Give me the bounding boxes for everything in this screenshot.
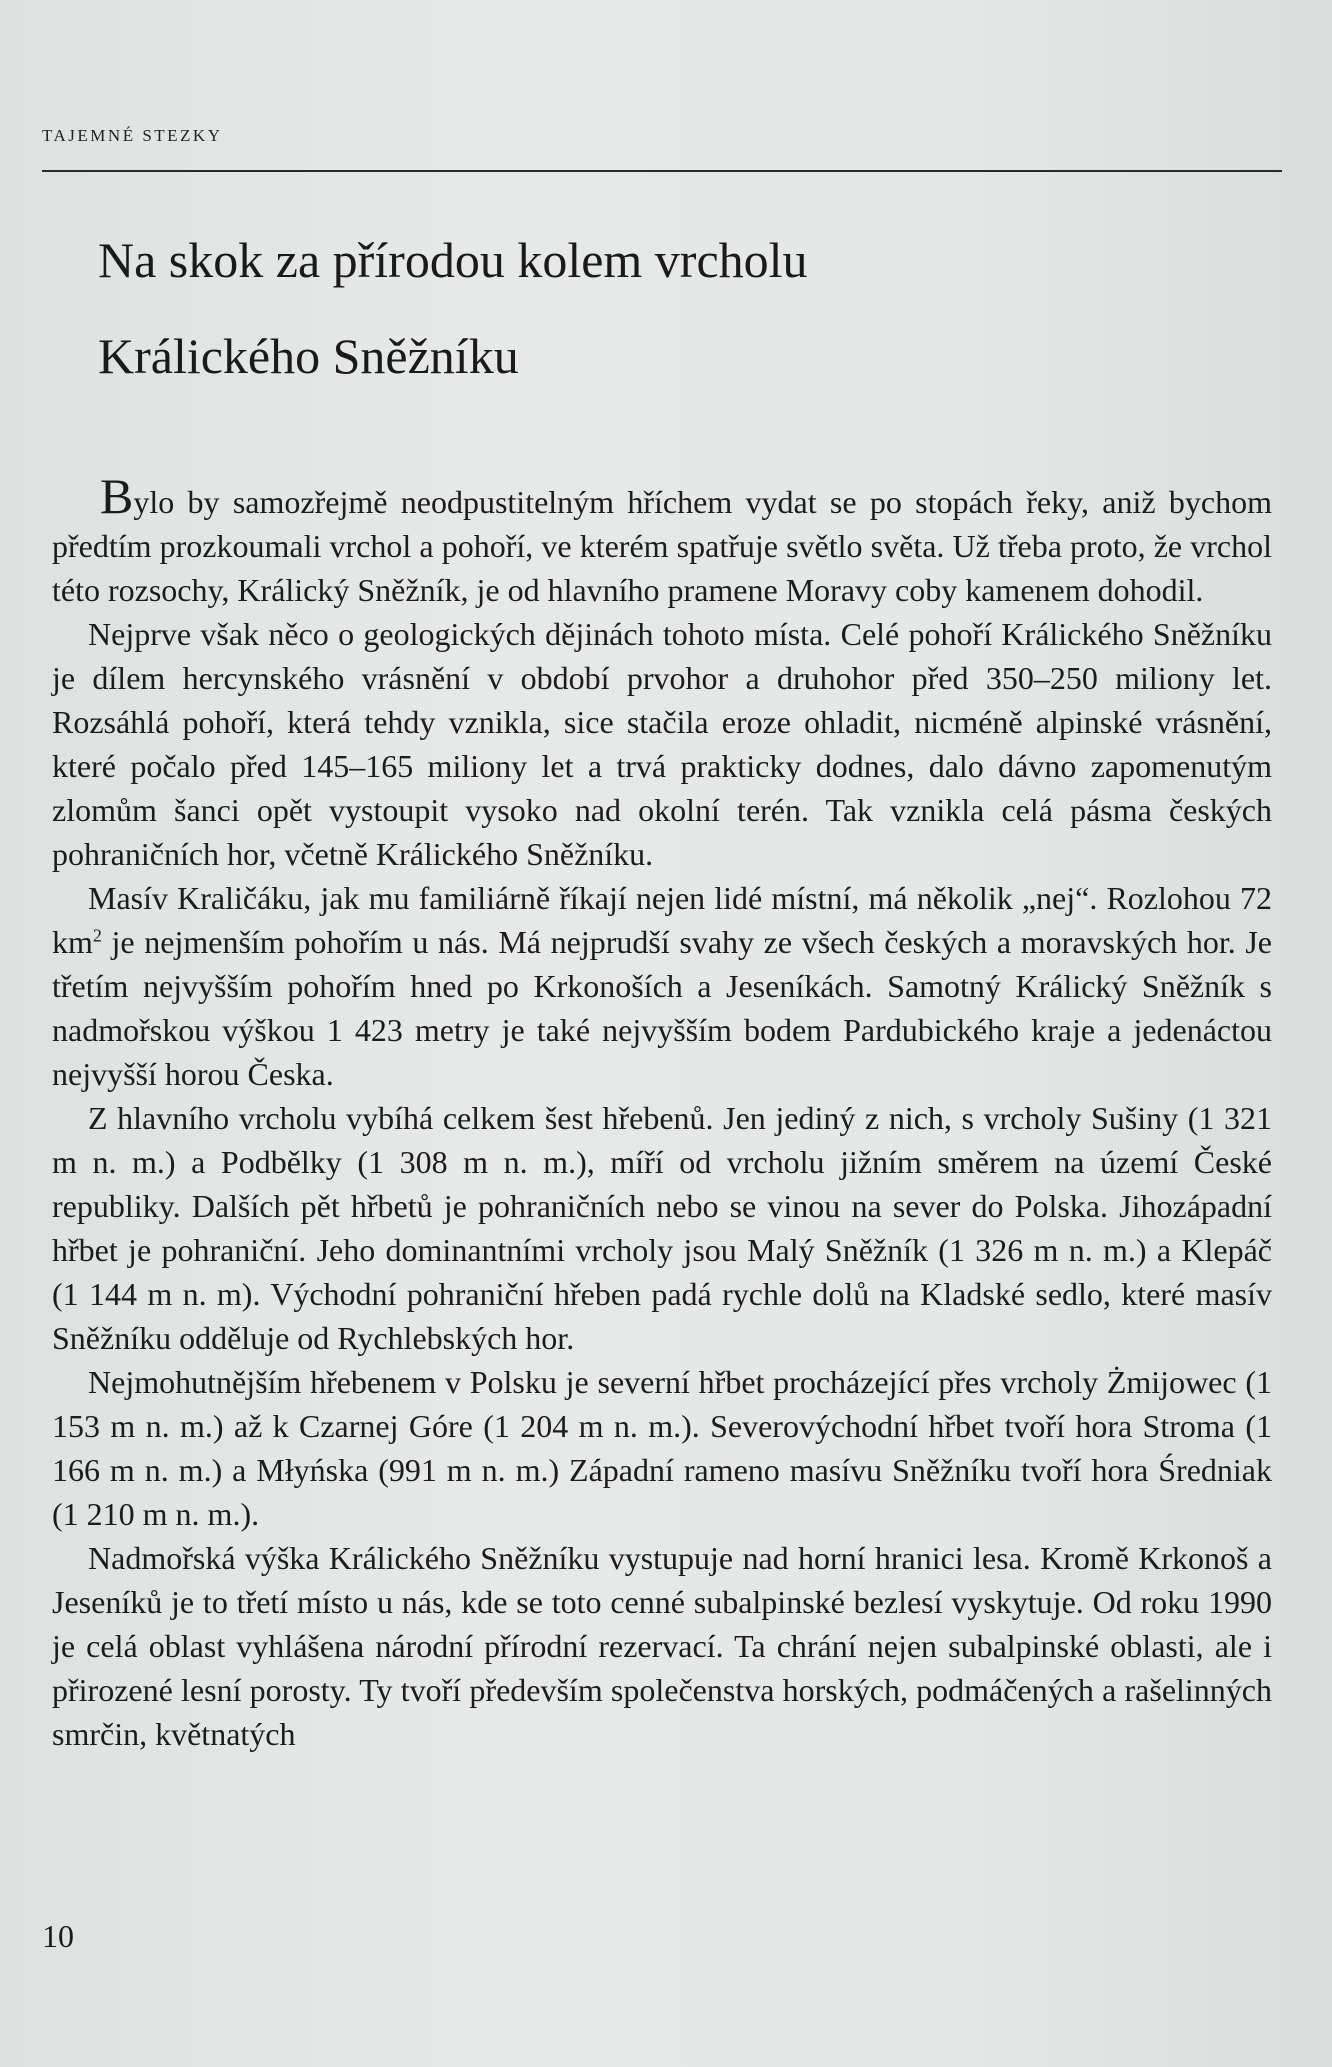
superscript: 2 [92, 925, 102, 946]
body-text [52, 468, 1272, 1756]
paragraph-3 [52, 876, 1272, 1096]
paragraph-2: Nejprve však něco o geologických dějinách tohoto místa. Celé pohoří Králického Sněžníku je dílem hercynského vrásnění v období prvohor a druhohor před 350–250 miliony let. Rozsáhlá pohoří, která tehdy vznikla, sice stačila eroze ohladit, nicméně alpinské vrásnění, které počalo před 145–165 miliony let a trvá prakticky dodnes, dalo dávno zapomenutým zlomům šanci opět vystoupit vysoko nad okolní terén. Tak vznikla celá pásma českých pohraničních hor, včetně Králického Sněžníku. [52, 616, 1272, 872]
chapter-title-line-2: Králického Sněžníku [98, 328, 519, 384]
chapter-title [98, 212, 1248, 404]
initial-letter: B [100, 468, 134, 524]
paragraph-1-text: ylo by samozřejmě neodpustitelným hříchem vydat se po stopách řeky, aniž bychom předtím prozkoumali vrchol a pohoří, ve kterém spatřuje světlo světa. Už třeba proto, že vrchol této rozsochy, Králický Sněžník, je od hlavního pramene Moravy coby kamenem dohodil. [52, 484, 1272, 608]
paragraph-1 [52, 468, 1272, 612]
page-number: 10 [42, 1918, 74, 1954]
paragraph-4: Z hlavního vrcholu vybíhá celkem šest hřebenů. Jen jediný z nich, s vrcholy Sušiny (1 321 m n. m.) a Podbělky (1 308 m n. m.), míří od vrcholu jižním směrem na území České republiky. Dalších pět hřbetů je pohraničních nebo se vinou na sever do Polska. Jihozápadní hřbet je pohraniční. Jeho dominantními vrcholy jsou Malý Sněžník (1 326 m n. m.) a Klepáč (1 144 m n. m). Východní pohraniční hřeben padá rychle dolů na Kladské sedlo, které masív Sněžníku odděluje od Rychlebských hor. [52, 1100, 1272, 1356]
paragraph-6: Nadmořská výška Králického Sněžníku vystupuje nad horní hranici lesa. Kromě Krkonoš a Jeseníků je to třetí místo u nás, kde se toto cenné subalpinské bezlesí vyskytuje. Od roku 1990 je celá oblast vyhlášena národní přírodní rezervací. Ta chrání nejen subalpinské oblasti, ale i přirozené lesní porosty. Ty tvoří především společenstva horských, podmáčených a rašelinných smrčin, květnatých [52, 1540, 1272, 1752]
header-rule [42, 170, 1282, 172]
paragraph-3-text-b: je nejmenším pohořím u nás. Má nejprudší svahy ze všech českých a moravských hor. Je třetím nejvyšším pohořím hned po Krkonoších a Jeseníkách. Samotný Králický Sněžník s nadmořskou výškou 1 423 metry je také nejvyšším bodem Pardubického kraje a jedenáctou nejvyšší horou Česka. [52, 924, 1272, 1092]
paragraph-5: Nejmohutnějším hřebenem v Polsku je severní hřbet procházející přes vrcholy Żmijowec (1 153 m n. m.) až k Czarnej Góre (1 204 m n. m.). Severovýchodní hřbet tvoří hora Stroma (1 166 m n. m.) a Młyńska (991 m n. m.) Západní rameno masívu Sněžníku tvoří hora Średniak (1 210 m n. m.). [52, 1364, 1272, 1532]
paragraph-3-text-a: Masív Kraličáku, jak mu familiárně říkají nejen lidé místní, má několik „nej“. Rozlohou 72 km [52, 880, 1272, 960]
running-head: TAJEMNÉ STEZKY [42, 126, 223, 145]
chapter-title-line-1: Na skok za přírodou kolem vrcholu [98, 232, 808, 288]
